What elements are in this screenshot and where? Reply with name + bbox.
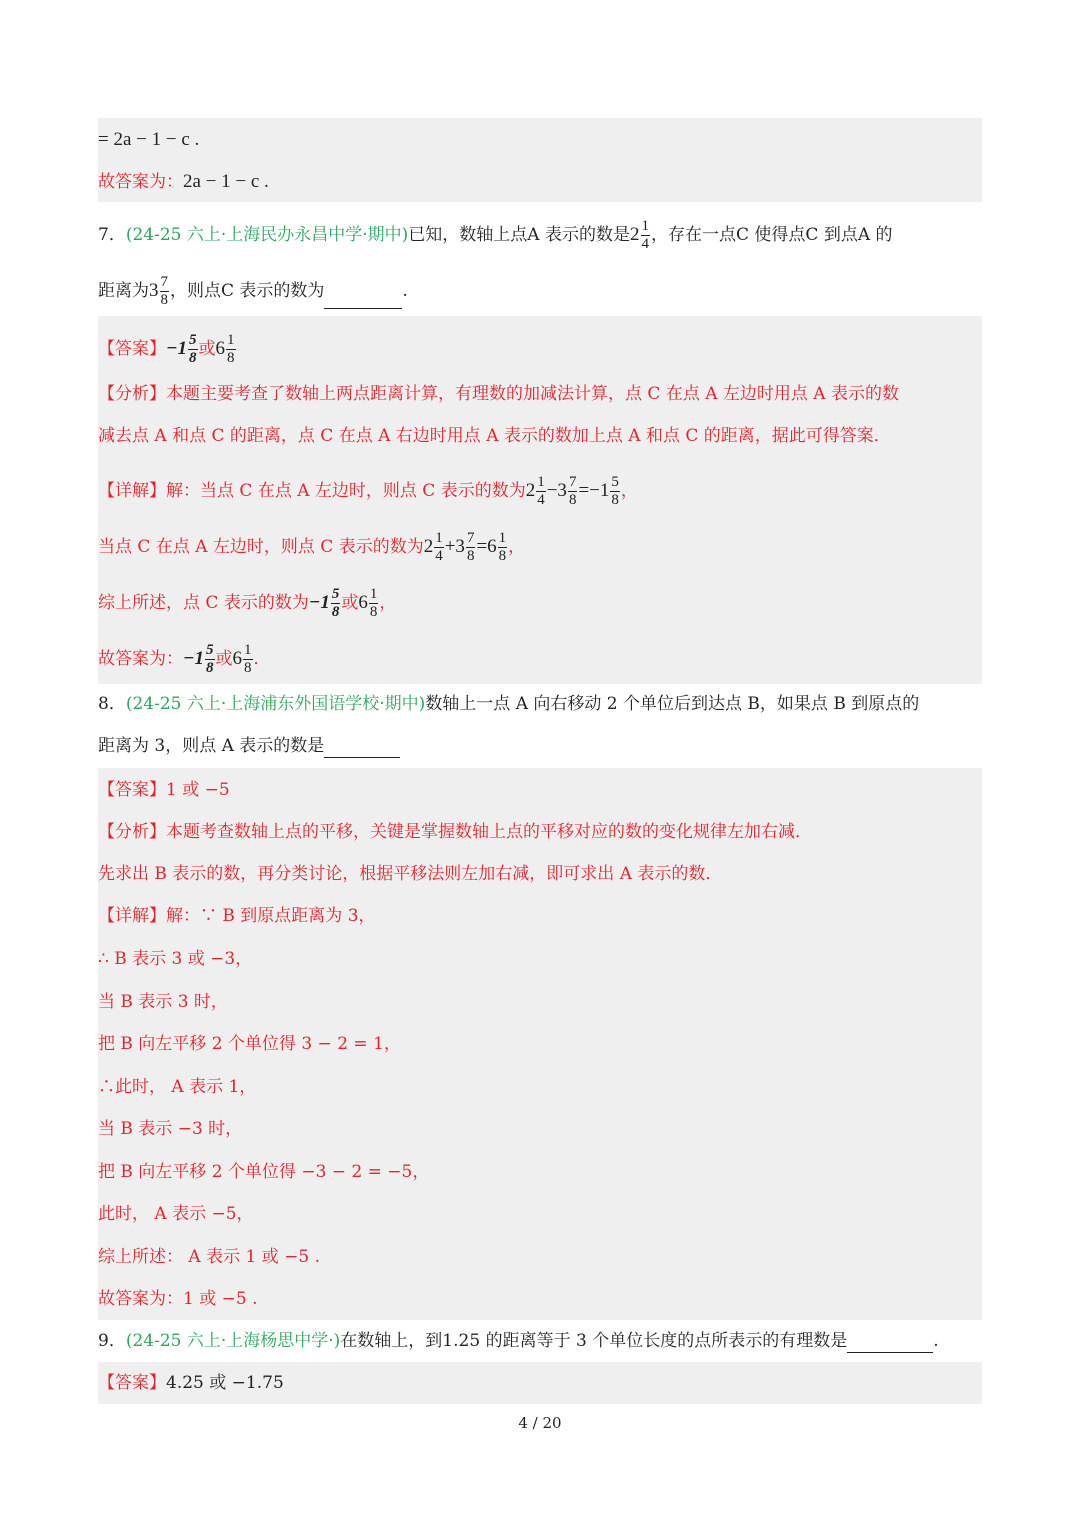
- answer-blank[interactable]: [324, 739, 400, 758]
- answer-part: 6: [358, 592, 368, 613]
- q8-step: 综上所述： A 表示 1 或 −5 .: [98, 1247, 320, 1267]
- fraction: $\frac{1}{8}$: [244, 642, 252, 676]
- stem-text: 在数轴上，到1.25 的距离等于 3 个单位长度的点所表示的有理数是: [340, 1331, 848, 1351]
- analysis-tag: 【分析】: [98, 822, 166, 842]
- page-number: 4 / 20: [518, 1414, 562, 1432]
- q9-answer: [98, 1371, 284, 1395]
- detail-text: 解：当点 C 在点 A 左边时，则点 C 表示的数为: [166, 481, 526, 501]
- q8-step: 当 B 表示 −3 时，: [98, 1119, 243, 1139]
- q8-step: 把 B 向左平移 2 个单位得 −3 − 2 = −5，: [98, 1162, 430, 1182]
- comma: ，: [379, 593, 397, 613]
- q7-answer: [98, 332, 237, 367]
- q8-step: 此时， A 表示 −5，: [98, 1204, 254, 1224]
- fraction: $\frac{1}{8}$: [227, 332, 235, 366]
- q7-detail-line-2: [98, 530, 525, 565]
- q8-step: 把 B 向左平移 2 个单位得 3 − 2 = 1，: [98, 1034, 401, 1054]
- stem-text: 距离为 3，则点 A 表示的数是: [98, 736, 325, 756]
- comma: ，: [508, 537, 526, 557]
- result: =−1: [578, 480, 610, 501]
- question-source: (24-25 六上·上海浦东外国语学校·期中): [125, 694, 426, 714]
- q8-stem-line-2: [98, 734, 400, 758]
- analysis-tag: 【分析】: [98, 384, 166, 404]
- answer-prefix: 故答案为：: [98, 649, 183, 669]
- or-text: 或: [215, 649, 233, 669]
- fraction: $\frac{1}{4}$: [435, 530, 443, 564]
- q8-analysis-line-2: 先求出 B 表示的数，再分类讨论，根据平移法则左加右减，即可求出 A 表示的数．: [98, 864, 723, 884]
- answer-blank[interactable]: [847, 1334, 933, 1353]
- fraction: $\frac{1}{8}$: [369, 586, 378, 620]
- q7-detail-line-1: [98, 474, 638, 509]
- q6-step-line: = 2a − 1 − c .: [98, 129, 200, 150]
- fraction: $\frac{1}{8}$: [498, 530, 507, 564]
- operator: +3: [444, 536, 465, 557]
- q9-stem: [98, 1329, 939, 1353]
- q7-analysis-line-2: 减去点 A 和点 C 的距离，点 C 在点 A 右边时用点 A 表示的数加上点 A 和点 C 的距离，据此可得答案．: [98, 426, 891, 446]
- fraction: $\frac{7}{8}$: [466, 530, 475, 564]
- detail-text: 当点 C 在点 A 左边时，则点 C 表示的数为: [98, 537, 424, 557]
- or-text: 或: [341, 593, 359, 613]
- stem-text: 已知，数轴上点A 表示的数是: [408, 225, 630, 245]
- analysis-text: 本题主要考查了数轴上两点距离计算，有理数的加减法计算，点 C 在点 A 左边时用点 A 表示的数: [166, 384, 899, 404]
- mixed-whole: 2: [423, 536, 434, 557]
- answer-blank[interactable]: [324, 290, 402, 309]
- question-source: (24-25 六上·上海杨思中学·): [125, 1331, 341, 1351]
- detail-tag: 【详解】: [98, 906, 166, 926]
- question-number: 7．: [98, 225, 126, 245]
- comma: ，: [620, 481, 638, 501]
- q7-final-answer: [98, 642, 271, 677]
- q7-analysis-line-1: [98, 382, 899, 406]
- answer-value: 2a − 1 − c .: [183, 171, 269, 192]
- q8-detail-line-1: [98, 904, 376, 928]
- answer-part: −1: [166, 338, 188, 359]
- answer-tag: 【答案】: [98, 780, 166, 800]
- answer-text: 4.25 或 −1.75: [166, 1373, 284, 1393]
- fraction: $\frac{5}{8}$: [331, 586, 340, 620]
- answer-part: −1: [308, 592, 330, 613]
- question-source: (24-25 六上·上海民办永昌中学·期中): [125, 225, 409, 245]
- q6-final-answer: [98, 170, 269, 194]
- q8-final-answer: 故答案为：1 或 −5 .: [98, 1289, 258, 1309]
- fraction: $\frac{7}{8}$: [568, 474, 577, 508]
- answer-tag: 【答案】: [98, 339, 166, 359]
- stem-text: ，则点C 表示的数为: [170, 281, 325, 301]
- fraction: $\frac{1}{4}$: [537, 474, 545, 508]
- fraction: $\frac{7}{8}$: [160, 274, 168, 308]
- stem-text: ，存在一点C 使得点C 到点A 的: [651, 225, 893, 245]
- summary-text: 综上所述，点 C 表示的数为: [98, 593, 309, 613]
- fraction: $\frac{5}{8}$: [189, 332, 197, 366]
- answer-tag: 【答案】: [98, 1373, 166, 1393]
- q8-step: ∴此时， A 表示 1，: [98, 1077, 257, 1097]
- q7-stem-line-2: [98, 274, 408, 309]
- answer-prefix: 故答案为：: [98, 172, 183, 192]
- or-text: 或: [198, 339, 216, 359]
- fraction: $\frac{5}{8}$: [206, 642, 214, 676]
- q7-stem-line-1: [98, 218, 893, 253]
- answer-text: 1 或 −5: [166, 780, 230, 800]
- stem-end: .: [402, 281, 408, 301]
- q8-stem-line-1: [98, 692, 919, 716]
- stem-text: 数轴上一点 A 向右移动 2 个单位后到达点 B，如果点 B 到原点的: [425, 694, 920, 714]
- stem-text: 距离为: [98, 281, 149, 301]
- result: =6: [476, 536, 497, 557]
- q8-answer: [98, 778, 230, 802]
- question-number: 9．: [98, 1331, 126, 1351]
- answer-part: 6: [232, 648, 243, 669]
- answer-part: −1: [183, 648, 205, 669]
- fraction: $\frac{1}{4}$: [641, 218, 649, 252]
- stem-end: .: [933, 1331, 939, 1351]
- mixed-whole: 3: [149, 280, 159, 301]
- analysis-text: 本题考查数轴上点的平移，关键是掌握数轴上点的平移对应的数的变化规律左加右减．: [166, 822, 812, 842]
- detail-tag: 【详解】: [98, 481, 166, 501]
- operator: −3: [546, 480, 567, 501]
- mixed-whole: 2: [525, 480, 536, 501]
- fraction: $\frac{5}{8}$: [611, 474, 619, 508]
- mixed-whole: 2: [630, 224, 640, 245]
- answer-part: 6: [215, 338, 226, 359]
- detail-text: 解：∵ B 到原点距离为 3，: [166, 906, 376, 926]
- q8-step: ∴ B 表示 3 或 −3，: [98, 949, 253, 969]
- question-number: 8．: [98, 694, 126, 714]
- q7-summary: [98, 586, 396, 621]
- period: ．: [253, 649, 271, 669]
- q8-analysis-line-1: [98, 820, 812, 844]
- q8-step: 当 B 表示 3 时，: [98, 992, 228, 1012]
